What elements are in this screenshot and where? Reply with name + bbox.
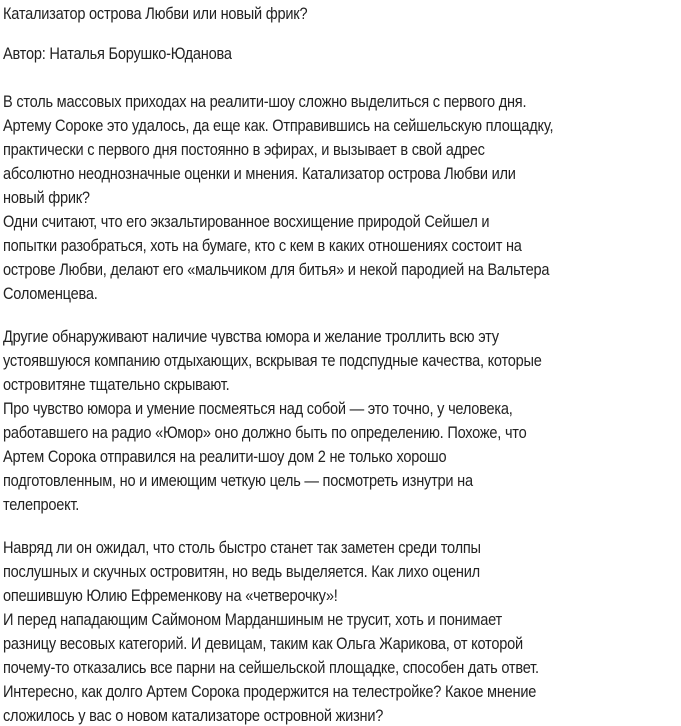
text-line: Одни считают, что его экзальтированное восхищение природой Сейшел и xyxy=(3,213,490,231)
text-line: практически с первого дня постоянно в эфирах, и вызывает в свой адрес xyxy=(3,141,485,159)
text-line: почему-то отказались все парни на сейшельской площадке, способен дать ответ. xyxy=(3,659,539,677)
text-line: В столь массовых приходах на реалити-шоу сложно выделиться с первого дня. xyxy=(3,93,527,111)
text-line: Артему Сороке это удалось, да еще как. Отправившись на сейшельскую площадку, xyxy=(3,117,554,135)
text-line: И перед нападающим Саймоном Марданшиным не трусит, хоть и понимает xyxy=(3,611,502,629)
text-line: устоявшуюся компанию отдыхающих, вскрывая те подспудные качества, которые xyxy=(3,352,542,370)
text-line: Интересно, как долго Артем Сорока продержится на телестройке? Какое мнение xyxy=(3,683,537,701)
text-line: разницу весовых категорий. И девицам, таким как Ольга Жарикова, от которой xyxy=(3,635,523,653)
text-line: Артем Сорока отправился на реалити-шоу дом 2 не только хорошо xyxy=(3,448,447,466)
text-line: острове Любви, делают его «мальчиком для битья» и некой пародией на Вальтера xyxy=(3,261,550,279)
text-line: послушных и скучных островитян, но ведь выделяется. Как лихо оценил xyxy=(3,563,480,581)
text-line: телепроект. xyxy=(3,496,80,514)
text-line: сложилось у вас о новом катализаторе островной жизни? xyxy=(3,707,384,725)
article-author: Автор: Наталья Борушко-Юданова xyxy=(3,45,232,63)
text-line: попытки разобраться, хоть на бумаге, кто с кем в каких отношениях состоит на xyxy=(3,237,522,255)
text-line: Соломенцева. xyxy=(3,285,98,303)
text-line: абсолютно неоднозначные оценки и мнения. Катализатор острова Любви или xyxy=(3,165,516,183)
text-line: опешившую Юлию Ефременкову на «четверочку»! xyxy=(3,587,338,605)
text-line: подготовленным, но и имеющим четкую цель — посмотреть изнутри на xyxy=(3,472,473,490)
text-line: работавшего на радио «Юмор» оно должно быть по определению. Похоже, что xyxy=(3,424,527,442)
article-title: Катализатор острова Любви или новый фрик? xyxy=(3,5,308,23)
text-line: островитяне тщательно скрывают. xyxy=(3,376,230,394)
text-line: Навряд ли он ожидал, что столь быстро станет так заметен среди толпы xyxy=(3,539,481,557)
text-line: новый фрик? xyxy=(3,189,90,207)
text-line: Про чувство юмора и умение посмеяться над собой — это точно, у человека, xyxy=(3,400,513,418)
text-line: Другие обнаруживают наличие чувства юмора и желание троллить всю эту xyxy=(3,328,499,346)
